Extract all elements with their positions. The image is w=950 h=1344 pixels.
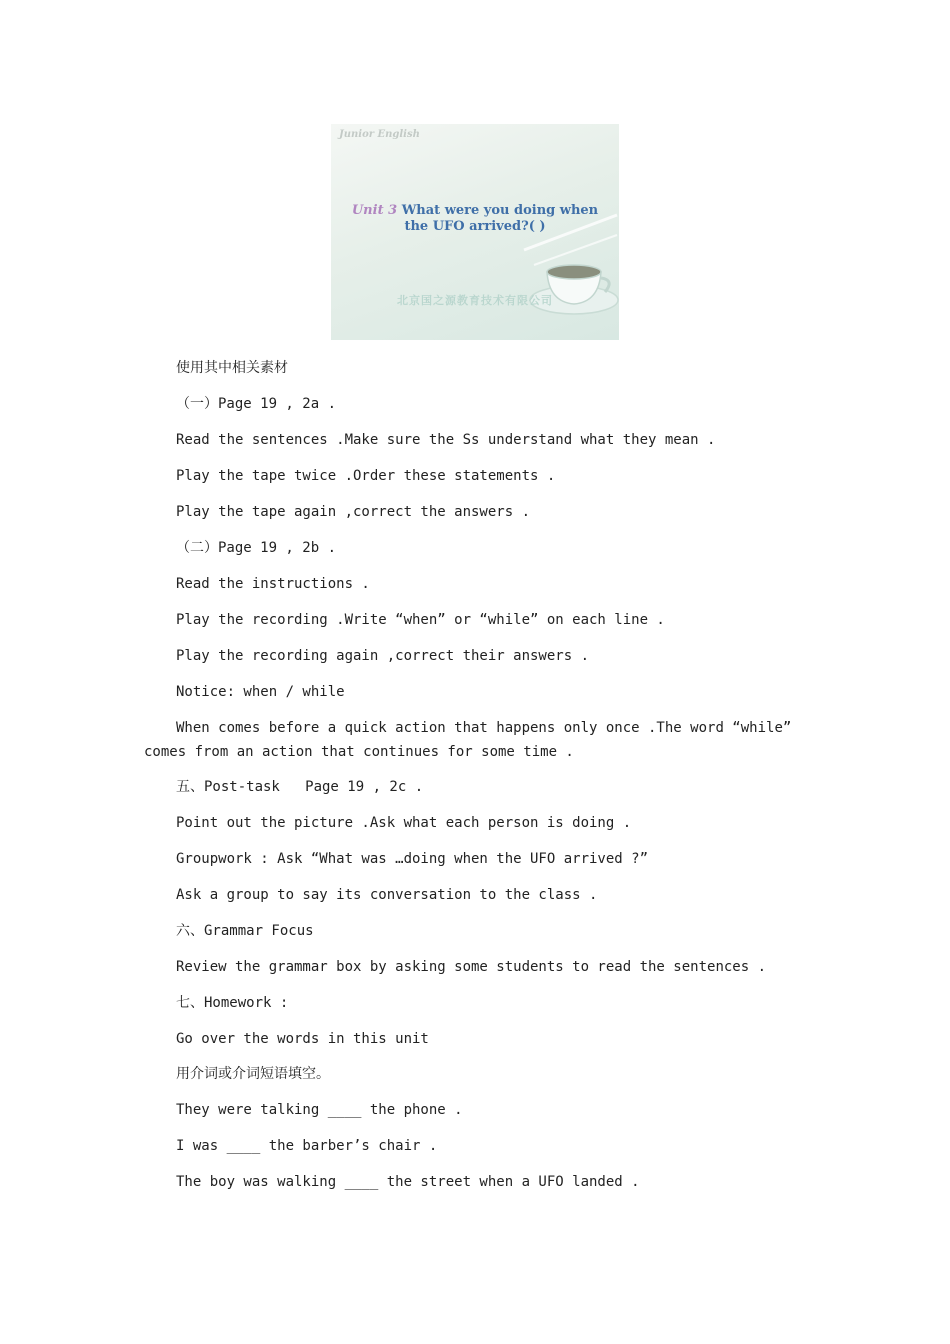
text-paragraph: When comes before a quick action that happens only once .The word “while” comes from an action that continues for some time . xyxy=(144,720,792,760)
slide-title-line1: What were you doing when xyxy=(401,203,599,218)
text-line: The boy was walking ____ the street when a UFO landed . xyxy=(176,1174,640,1190)
text-line: Point out the picture .Ask what each person is doing . xyxy=(176,815,632,831)
text-line: Groupwork : Ask “What was …doing when the UFO arrived ?” xyxy=(176,851,649,867)
text-line: （一）Page 19 , 2a . xyxy=(176,396,337,412)
text-line: 用介词或介词短语填空。 xyxy=(176,1066,330,1082)
text-line: Play the recording again ,correct their answers . xyxy=(176,648,590,664)
text-line: （二）Page 19 , 2b . xyxy=(176,540,337,556)
text-line: Play the recording .Write “when” or “while” on each line . xyxy=(176,612,665,628)
slide-brand: Junior English xyxy=(339,129,420,140)
text-line: Play the tape twice .Order these statements . xyxy=(176,468,556,484)
text-line: Play the tape again ,correct the answers . xyxy=(176,504,531,520)
text-line: I was ____ the barber’s chair . xyxy=(176,1138,438,1154)
text-line: Read the instructions . xyxy=(176,576,370,592)
text-line: Ask a group to say its conversation to the class . xyxy=(176,887,598,903)
lesson-slide-image xyxy=(331,124,619,340)
text-line: Go over the words in this unit xyxy=(176,1031,429,1047)
slide-company: 北京国之源教育技术有限公司 xyxy=(397,294,553,307)
slide-title-line2: the UFO arrived?( ) xyxy=(404,219,546,234)
slide-unit: Unit 3 xyxy=(351,203,398,218)
text-line: 五、Post-task Page 19 , 2c . xyxy=(176,779,424,795)
text-line: Review the grammar box by asking some students to read the sentences . xyxy=(176,959,767,975)
text-line: Read the sentences .Make sure the Ss understand what they mean . xyxy=(176,432,716,448)
text-line: 使用其中相关素材 xyxy=(176,360,288,376)
text-line: They were talking ____ the phone . xyxy=(176,1102,463,1118)
text-line: 六、Grammar Focus xyxy=(176,923,314,939)
text-line: 七、Homework : xyxy=(176,995,289,1011)
text-line: Notice: when / while xyxy=(176,684,345,700)
